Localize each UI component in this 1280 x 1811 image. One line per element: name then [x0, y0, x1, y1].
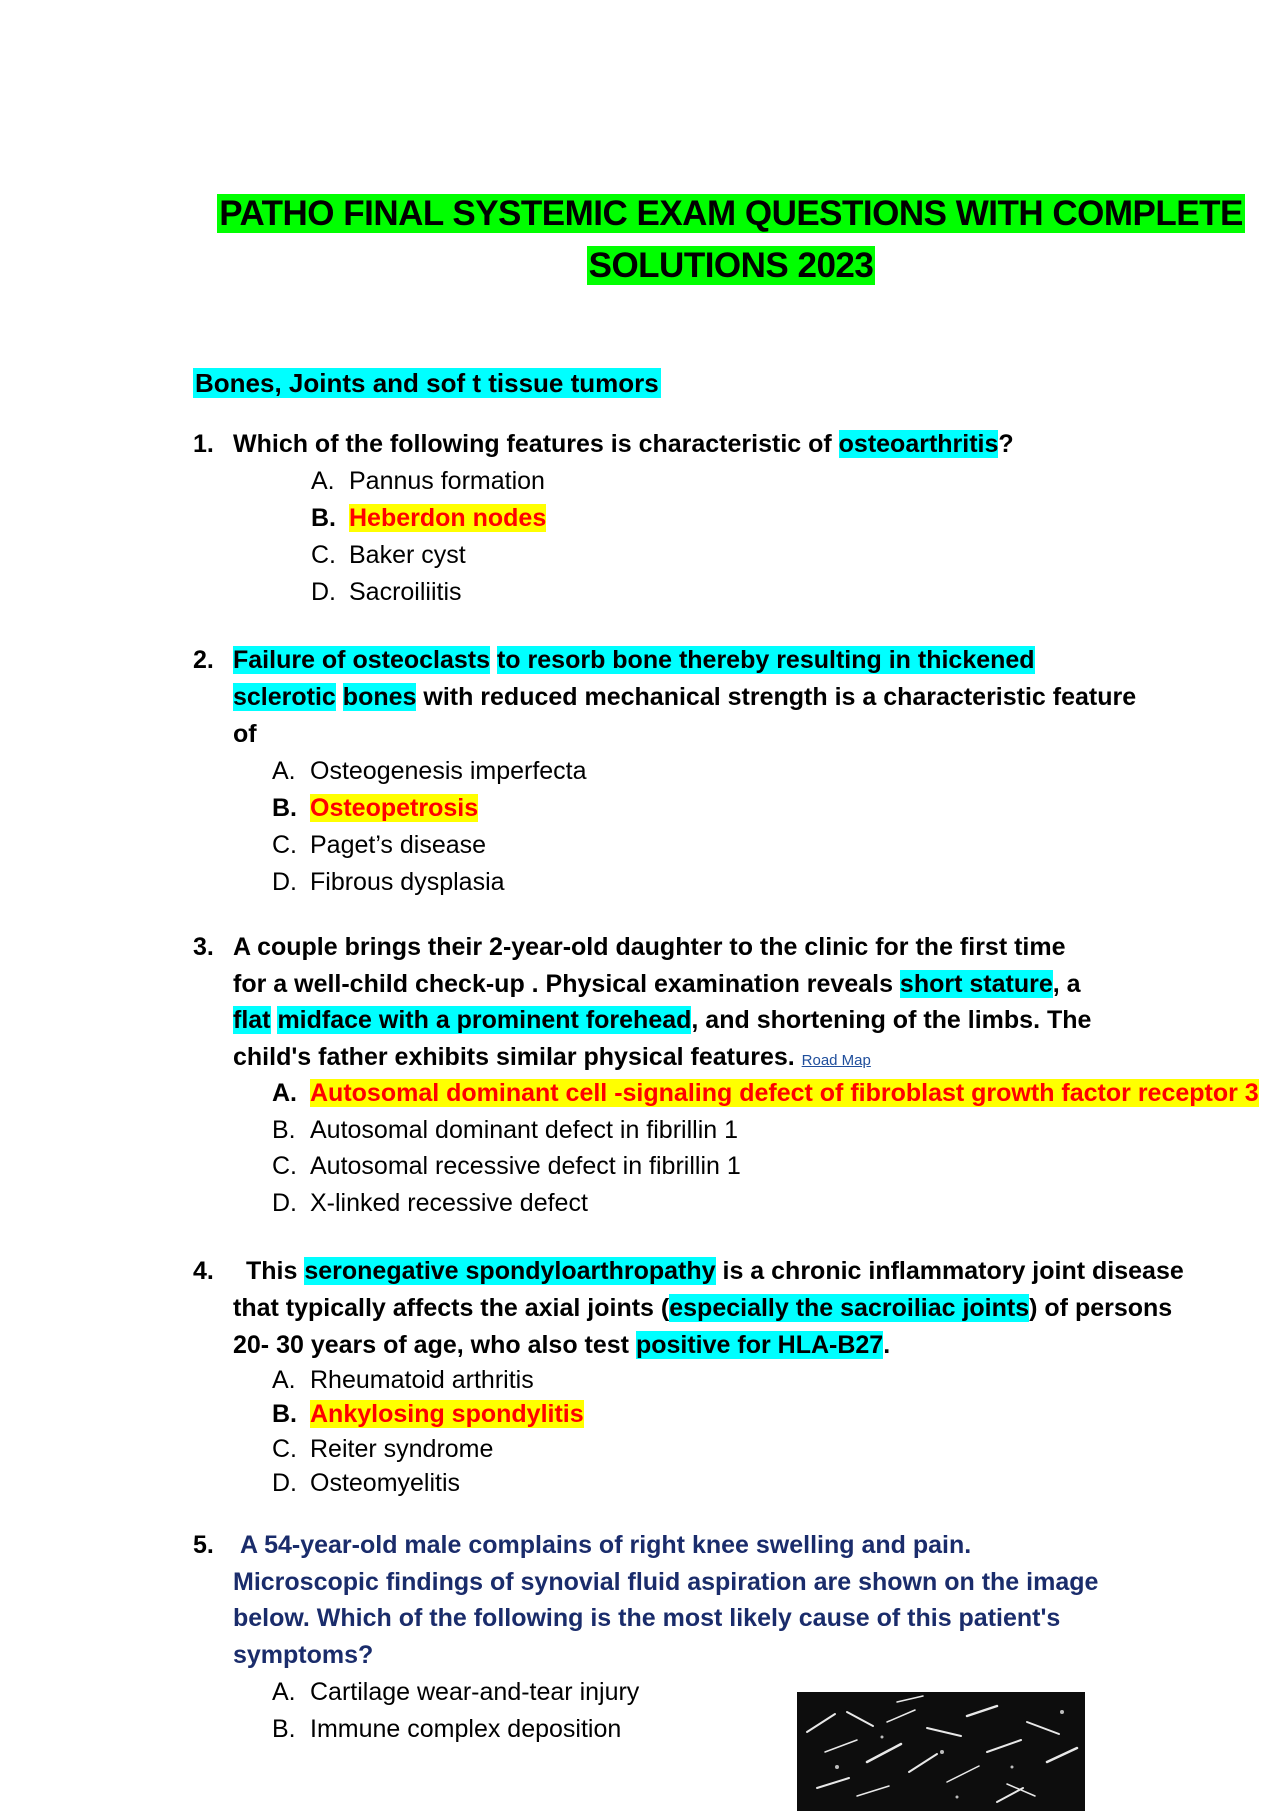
question-4-number: 4.	[193, 1257, 214, 1285]
question-3-text-line-1: A couple brings their 2-year-old daughter to the clinic for the first time	[233, 933, 1066, 961]
document-title-line-1: PATHO FINAL SYSTEMIC EXAM QUESTIONS WITH COMPLETE	[219, 194, 1243, 233]
question-4-option-d: D. Osteomyelitis	[272, 1469, 461, 1497]
question-5-text-line-1: A 54-year-old male complains of right knee swelling and pain.	[240, 1531, 972, 1559]
question-3-text-line-3: flat midface with a prominent forehead, and shortening of the limbs. The	[233, 1006, 1092, 1034]
question-2-text-line-3: of	[233, 720, 257, 748]
question-4-text-line-2: that typically affects the axial joints (especially the sacroiliac joints) of persons	[233, 1294, 1173, 1322]
question-2-number: 2.	[193, 646, 214, 674]
question-1-option-d: D. Sacroiliitis	[311, 578, 462, 606]
synovial-fluid-micrograph	[797, 1692, 1085, 1811]
question-5-text-line-3: below. Which of the following is the most likely cause of this patient's	[233, 1604, 1061, 1632]
question-3-text-line-4: child's father exhibits similar physical features. Road Map	[233, 1043, 871, 1071]
question-4-option-b-answer: B. Ankylosing spondylitis	[272, 1400, 584, 1428]
question-2-option-b-answer: B. Osteopetrosis	[272, 794, 479, 822]
question-4-text-line-3: 20- 30 years of age, who also test positive for HLA-B27.	[233, 1331, 891, 1359]
question-3-text-line-2: for a well-child check-up . Physical examination reveals short stature, a	[233, 970, 1081, 998]
question-5-option-a: A. Cartilage wear-and-tear injury	[272, 1678, 640, 1706]
document-title-line-2: SOLUTIONS 2023	[588, 246, 874, 285]
question-2-option-a: A. Osteogenesis imperfecta	[272, 757, 587, 785]
question-3-number: 3.	[193, 933, 214, 961]
question-1-option-c: C. Baker cyst	[311, 541, 466, 569]
road-map-link[interactable]: Road Map	[801, 1052, 871, 1069]
micrograph-crystals-graphic	[797, 1692, 1085, 1811]
question-5-option-b: B. Immune complex deposition	[272, 1715, 622, 1743]
question-4-option-a: A. Rheumatoid arthritis	[272, 1366, 534, 1394]
question-5-number: 5.	[193, 1531, 214, 1559]
question-2-option-d: D. Fibrous dysplasia	[272, 868, 505, 896]
question-3-option-b: B. Autosomal dominant defect in fibrillin 1	[272, 1116, 739, 1144]
question-4-option-c: C. Reiter syndrome	[272, 1435, 494, 1463]
question-2-text-line-2: sclerotic bones with reduced mechanical strength is a characteristic feature	[233, 683, 1137, 711]
question-2-text-line-1: Failure of osteoclasts to resorb bone thereby resulting in thickened	[233, 646, 1035, 674]
question-3-option-c: C. Autosomal recessive defect in fibrillin 1	[272, 1152, 741, 1180]
section-heading: Bones, Joints and sof t tissue tumors	[195, 368, 659, 398]
question-1-text: Which of the following features is characteristic of osteoarthritis?	[233, 430, 1014, 458]
question-1-option-a: A. Pannus formation	[311, 467, 545, 495]
question-3-option-d: D. X-linked recessive defect	[272, 1189, 588, 1217]
question-3-option-a-answer: A. Autosomal dominant cell -signaling defect of fibroblast growth factor receptor 3	[272, 1079, 1259, 1107]
question-1-option-b-answer: B. Heberdon nodes	[311, 504, 547, 532]
question-5-text-line-4: symptoms?	[233, 1641, 374, 1669]
question-5-text-line-2: Microscopic findings of synovial fluid aspiration are shown on the image	[233, 1568, 1099, 1596]
question-1-number: 1.	[193, 430, 214, 458]
question-4-text-line-1: This seronegative spondyloarthropathy is a chronic inflammatory joint disease	[246, 1257, 1184, 1285]
question-2-option-c: C. Paget’s disease	[272, 831, 487, 859]
